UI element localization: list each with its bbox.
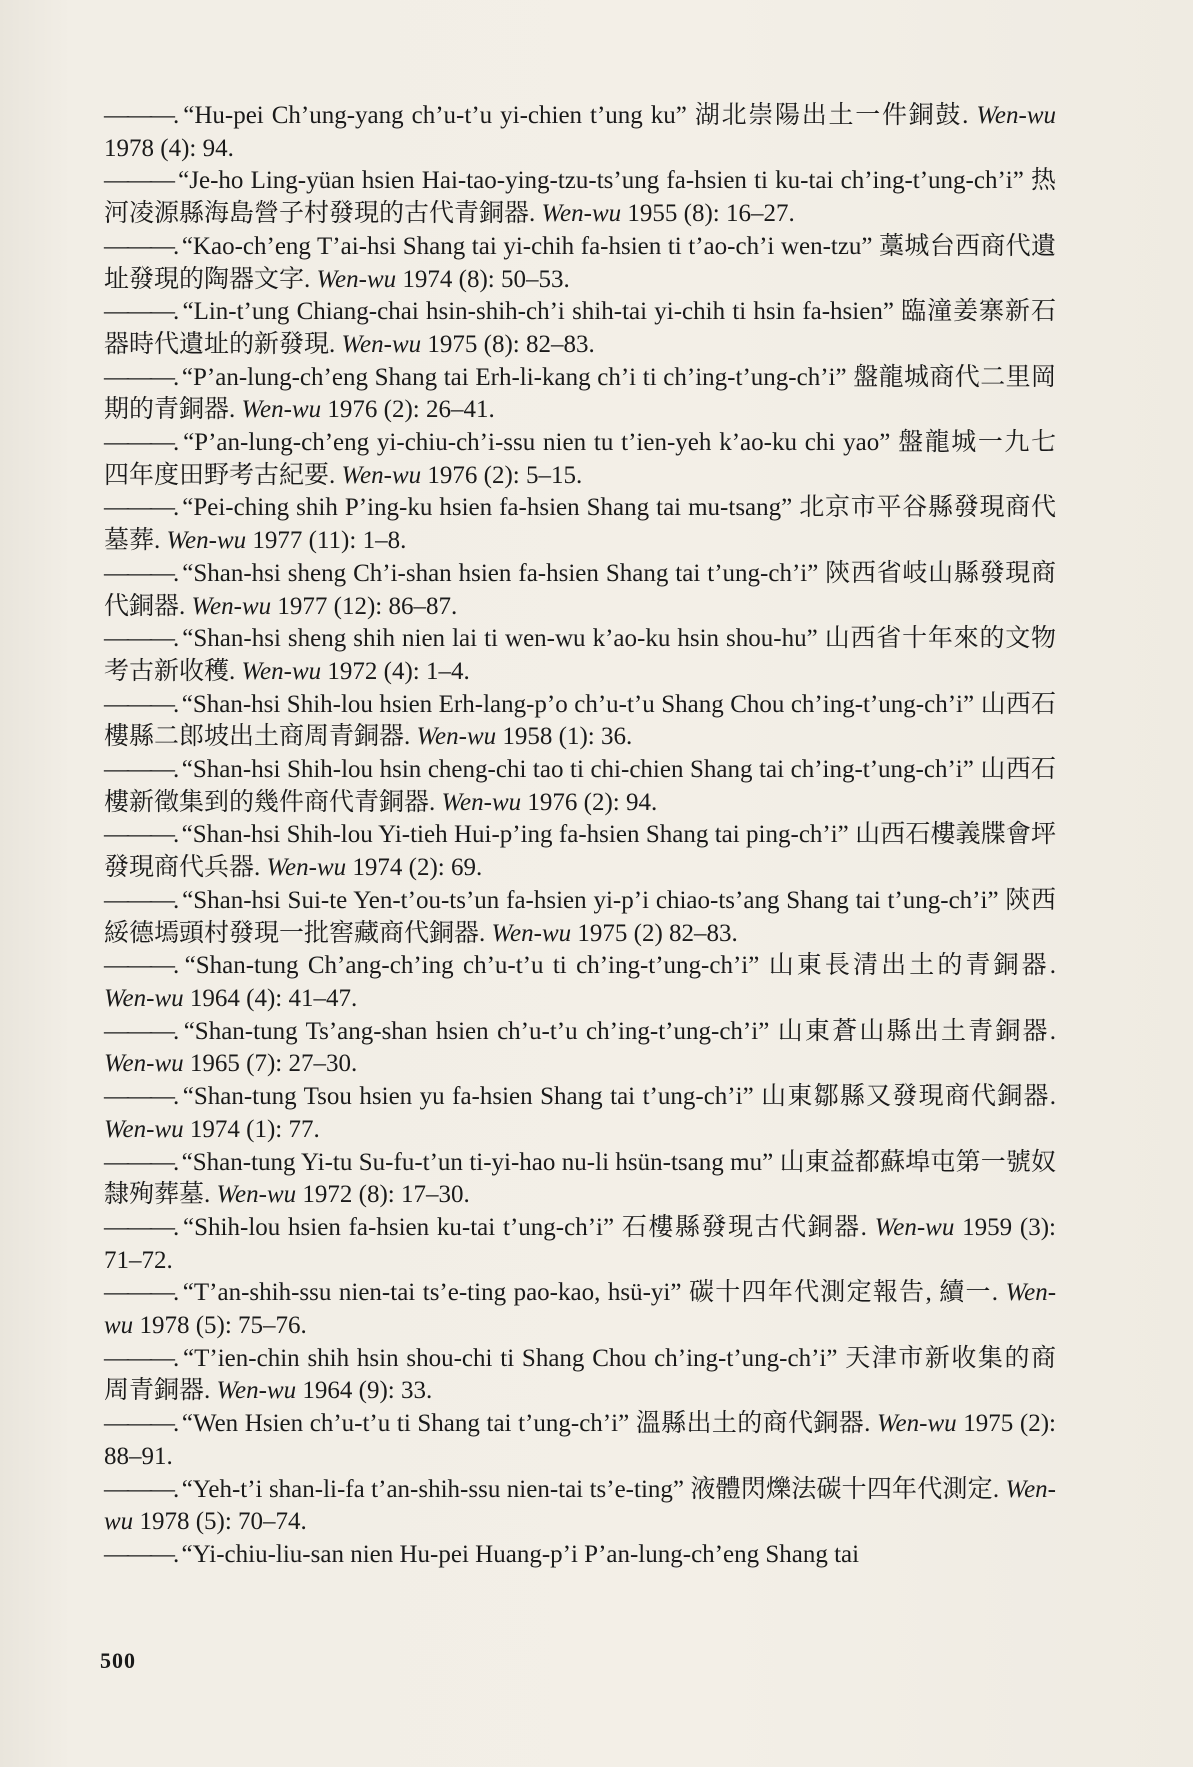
bibliography-entry <box>104 1343 1056 1408</box>
entry-journal: Wen-wu <box>441 788 522 816</box>
entry-dash: ——— <box>104 167 179 195</box>
entry-journal: Wen-wu <box>166 527 247 555</box>
entry-dash: ———. <box>104 298 183 326</box>
bibliography-entry <box>104 100 1056 165</box>
entry-citation: 1974 (2): 69. <box>346 854 483 882</box>
entry-title: “T’an-shih-ssu nien-tai ts’e-ting pao-kao, hsü-yi” 碳十四年代測定報告, 續一. <box>182 1279 999 1307</box>
entry-journal: Wen-wu <box>341 330 422 358</box>
entry-citation: 1978 (5): 75–76. <box>133 1312 307 1340</box>
entry-title: “Shan-tung Ts’ang-shan hsien ch’u-t’u ch’ing-t’ung-ch’i” 山東蒼山縣出土青銅器. <box>183 1017 1056 1045</box>
entry-dash: ———. <box>104 756 182 784</box>
entry-journal: Wen-wu <box>216 1377 297 1405</box>
bibliography-entry <box>104 165 1056 230</box>
entry-journal: Wen-wu <box>104 984 184 1012</box>
entry-title: “T’ien-chin shih hsin shou-chi ti Shang Chou ch’ing-t’ung-ch’i” 天津市新收集的商周青銅器. <box>104 1344 1056 1405</box>
entry-citation: 1974 (8): 50–53. <box>396 265 570 293</box>
entry-journal: Wen-wu <box>541 200 622 228</box>
entry-journal: Wen-wu <box>266 854 347 882</box>
entry-journal: Wen-wu <box>416 723 497 751</box>
entry-dash: ———. <box>104 1017 184 1045</box>
entry-citation: 1958 (1): 36. <box>496 723 633 751</box>
bibliography-entry <box>104 819 1056 884</box>
bibliography-entry <box>104 1147 1056 1212</box>
entry-title: “Shan-hsi Sui-te Yen-t’ou-ts’un fa-hsien yi-p’i chiao-ts’ang Shang tai t’ung-ch’i” 陝西綏德墕頭村發現一批窖藏商代銅器. <box>104 886 1057 947</box>
entry-dash: ———. <box>104 886 183 914</box>
entry-journal: Wen-wu <box>241 657 322 685</box>
entry-journal: Wen-wu <box>104 1475 1056 1536</box>
bibliography-entry <box>104 427 1056 492</box>
entry-journal: Wen-wu <box>491 919 572 947</box>
entry-journal: Wen-wu <box>976 102 1057 129</box>
bibliography-list <box>104 100 1056 1572</box>
entry-dash: ———. <box>104 494 183 522</box>
entry-dash: ———. <box>104 559 183 587</box>
entry-citation: 1959 (3): 71–72. <box>104 1213 1057 1274</box>
entry-dash: ———. <box>104 1279 183 1307</box>
entry-journal: Wen-wu <box>241 396 322 424</box>
page-number: 500 <box>100 1648 136 1673</box>
bibliography-entry <box>104 492 1056 557</box>
entry-title: “Kao-ch’eng T’ai-hsi Shang tai yi-chih fa-hsien ti t’ao-ch’i wen-tzu” 藁城台西商代遺址發現的陶器文字. <box>104 232 1056 293</box>
entry-citation: 1976 (2): 26–41. <box>321 396 495 424</box>
entry-title: “Shan-hsi Shih-lou hsin cheng-chi tao ti chi-chien Shang tai ch’ing-t’ung-ch’i” 山西石樓新徵集到的幾件商代青銅器. <box>104 756 1056 816</box>
entry-citation: 1975 (8): 82–83. <box>421 330 595 358</box>
entry-journal: Wen-wu <box>191 592 272 620</box>
entry-title: “P’an-lung-ch’eng yi-chiu-ch’i-ssu nien tu t’ien-yeh k’ao-ku chi yao” 盤龍城一九七四年度田野考古紀要. <box>104 429 1057 489</box>
entry-dash: ———. <box>104 232 182 260</box>
bibliography-entry <box>104 231 1056 296</box>
bibliography-entry <box>104 1016 1056 1081</box>
entry-dash: ———. <box>104 1344 184 1372</box>
entry-dash: ———. <box>104 429 184 457</box>
bibliography-entry <box>104 362 1056 427</box>
entry-dash: ———. <box>104 690 182 718</box>
entry-title: “Shan-tung Ch’ang-ch’ing ch’u-t’u ti ch’ing-t’ung-ch’i” 山東長清出土的青銅器. <box>184 952 1056 980</box>
entry-citation: 1965 (7): 27–30. <box>183 1050 358 1078</box>
bibliography-entry <box>104 1277 1056 1342</box>
entry-title: “Je-ho Ling-yüan hsien Hai-tao-ying-tzu-ts’ung fa-hsien ti ku-tai ch’ing-t’ung-ch’i” 热河凌源縣海島營子村發現的古代青銅器. <box>104 167 1057 228</box>
entry-dash: ———. <box>104 1148 182 1176</box>
bibliography-entry <box>104 558 1056 623</box>
entry-title: “P’an-lung-ch’eng Shang tai Erh-li-kang ch’i ti ch’ing-t’ung-ch’i” 盤龍城商代二里岡期的青銅器. <box>104 363 1056 424</box>
entry-journal: Wen-wu <box>877 1410 957 1438</box>
entry-citation: 1978 (5): 70–74. <box>133 1508 307 1536</box>
entry-dash: ———. <box>104 821 182 849</box>
entry-citation: 1975 (2) 82–83. <box>571 919 738 947</box>
entry-title: “Shan-hsi Shih-lou Yi-tieh Hui-p’ing fa-hsien Shang tai ping-ch’i” 山西石樓義牒會坪發現商代兵器. <box>104 821 1057 882</box>
bibliography-entry <box>104 623 1056 688</box>
bibliography-entry <box>104 1408 1056 1473</box>
entry-citation: 1972 (4): 1–4. <box>321 657 470 685</box>
entry-title: “Yeh-t’i shan-li-fa t’an-shih-ssu nien-tai ts’e-ting” 液體閃爍法碳十四年代測定. <box>181 1475 1000 1503</box>
entry-dash: ———. <box>104 1475 182 1503</box>
entry-title: “Shan-tung Yi-tu Su-fu-t’un ti-yi-hao nu-li hsün-tsang mu” 山東益都蘇埠屯第一號奴隸殉葬墓. <box>104 1148 1057 1209</box>
entry-citation: 1955 (8): 16–27. <box>621 200 795 228</box>
entry-citation: 1978 (4): 94. <box>104 134 234 162</box>
bibliography-entry <box>104 296 1056 361</box>
entry-citation: 1972 (8): 17–30. <box>296 1181 470 1209</box>
entry-title: “Shan-tung Tsou hsien yu fa-hsien Shang tai t’ung-ch’i” 山東鄒縣又發現商代銅器. <box>182 1083 1057 1111</box>
entry-journal: Wen-wu <box>341 461 422 489</box>
bibliography-entry <box>104 1081 1056 1146</box>
entry-citation: 1964 (9): 33. <box>296 1377 433 1405</box>
entry-title: “Wen Hsien ch’u-t’u ti Shang tai t’ung-ch’i” 溫縣出土的商代銅器. <box>181 1410 871 1438</box>
entry-title: “Hu-pei Ch’ung-yang ch’u-t’u yi-chien t’ung ku” 湖北崇陽出土一件銅鼓. <box>183 102 969 129</box>
entry-citation: 1976 (2): 94. <box>521 788 658 816</box>
bibliography-entry <box>104 1539 1056 1572</box>
entry-dash: ———. <box>104 363 182 391</box>
bibliography-entry <box>104 1474 1056 1539</box>
entry-journal: Wen-wu <box>104 1050 184 1078</box>
entry-dash: ———. <box>104 1540 182 1568</box>
bibliography-entry <box>104 689 1056 754</box>
bibliography-entry <box>104 885 1056 950</box>
entry-title: “Shan-hsi sheng shih nien lai ti wen-wu k’ao-ku hsin shou-hu” 山西省十年來的文物考古新收穫. <box>104 625 1057 685</box>
entry-title: “Shan-hsi sheng Ch’i-shan hsien fa-hsien Shang tai t’ung-ch’i” 陝西省岐山縣發現商代銅器. <box>104 559 1056 620</box>
entry-title: “Shan-hsi Shih-lou hsien Erh-lang-p’o ch’u-t’u Shang Chou ch’ing-t’ung-ch’i” 山西石樓縣二郎坡出土商周青銅器. <box>104 690 1057 751</box>
entry-title: “Shih-lou hsien fa-hsien ku-tai t’ung-ch’i” 石樓縣發現古代銅器. <box>183 1213 867 1241</box>
entry-journal: Wen-wu <box>104 1279 1057 1340</box>
entry-journal: Wen-wu <box>874 1213 955 1241</box>
entry-dash: ———. <box>104 952 185 980</box>
entry-dash: ———. <box>104 1410 182 1438</box>
entry-dash: ———. <box>104 1213 184 1241</box>
entry-journal: Wen-wu <box>316 265 397 293</box>
entry-journal: Wen-wu <box>104 1115 184 1143</box>
bibliography-entry <box>104 950 1056 1015</box>
entry-journal: Wen-wu <box>216 1181 297 1209</box>
entry-dash: ———. <box>104 1083 183 1111</box>
entry-dash: ———. <box>104 102 184 129</box>
entry-title: “Yi-chiu-liu-san nien Hu-pei Huang-p’i P’an-lung-ch’eng Shang tai <box>181 1540 860 1568</box>
bibliography-entry <box>104 1212 1056 1277</box>
entry-citation: 1964 (4): 41–47. <box>183 984 358 1012</box>
entry-citation: 1975 (2): 88–91. <box>104 1410 1056 1470</box>
entry-dash: ———. <box>104 625 183 653</box>
entry-citation: 1977 (12): 86–87. <box>271 592 458 620</box>
entry-title: “Pei-ching shih P’ing-ku hsien fa-hsien Shang tai mu-tsang” 北京市平谷縣發現商代墓葬. <box>104 494 1056 555</box>
entry-citation: 1976 (2): 5–15. <box>421 461 583 489</box>
entry-citation: 1977 (11): 1–8. <box>246 527 407 555</box>
entry-title: “Lin-t’ung Chiang-chai hsin-shih-ch’i shih-tai yi-chih ti hsin fa-hsien” 臨潼姜寨新石器時代遺址的新發現. <box>104 298 1056 358</box>
entry-citation: 1974 (1): 77. <box>183 1115 320 1143</box>
bibliography-entry <box>104 754 1056 819</box>
